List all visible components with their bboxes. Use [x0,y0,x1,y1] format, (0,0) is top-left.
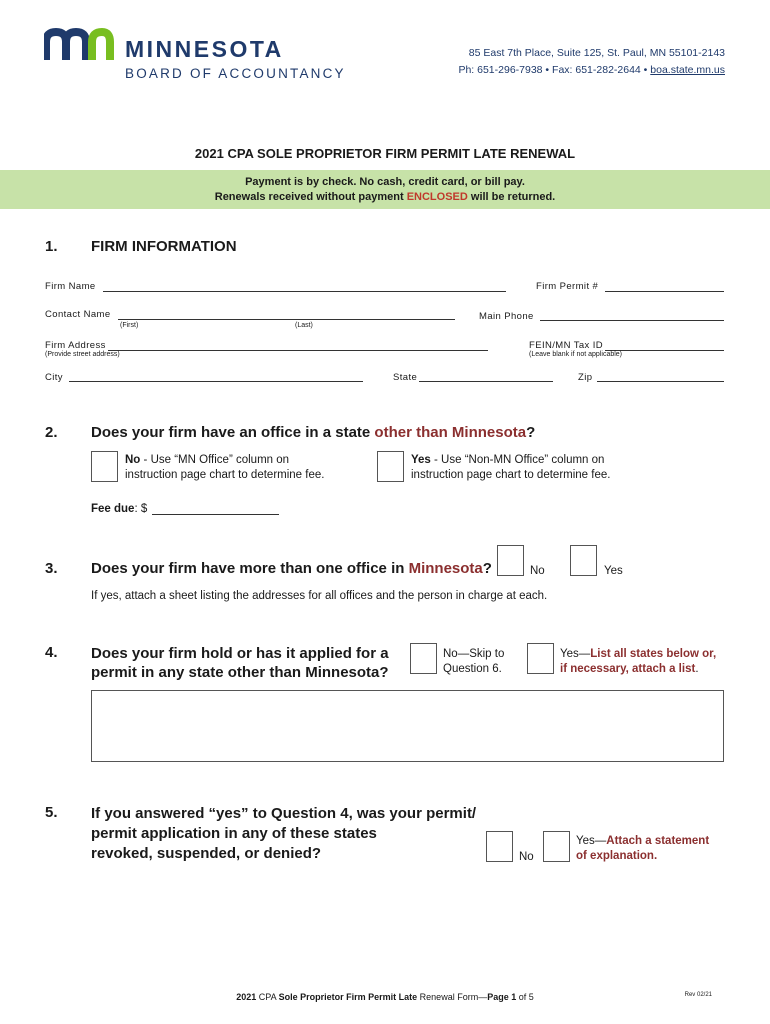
fein-field[interactable] [605,350,724,351]
org-subtitle: BOARD OF ACCOUNTANCY [125,66,346,81]
firm-permit-label: Firm Permit # [536,281,599,292]
city-field[interactable] [69,381,363,382]
org-name: MINNESOTA [125,36,284,62]
q4-no-option: No—Skip to Question 6. [443,648,505,675]
q2-yes-option: Yes - Use “Non-MN Office” column on instruction page chart to determine fee. [411,454,611,481]
page-footer: 2021 CPA Sole Proprietor Firm Permit Late Renewal Form—Page 1 of 5 [236,992,534,1002]
section-title-2: Does your firm have an office in a state other than Minnesota? [91,424,536,441]
contact-name-label: Contact Name [45,309,111,320]
section-title-5: If you answered “yes” to Question 4, was your permit/ permit application in any of these states revoked, suspended, or denied? [91,805,477,862]
website-link[interactable]: boa.state.mn.us [650,64,725,76]
contact-block [458,45,725,79]
contact-name-field[interactable] [118,319,455,320]
fein-hint: (Leave blank if not applicable) [529,351,623,358]
section-title-1: FIRM INFORMATION [91,238,237,255]
fee-due-field[interactable] [152,514,279,515]
zip-label: Zip [578,372,593,383]
q2-no-checkbox[interactable] [91,451,118,482]
q5-yes-checkbox[interactable] [543,831,570,862]
firm-name-label: Firm Name [45,281,96,292]
q3-no-label: No [530,565,545,577]
q2-yes-checkbox[interactable] [377,451,404,482]
minnesota-logo-icon [44,28,114,62]
section-number-3: 3. [45,560,58,577]
phone-fax: Ph: 651-296-7938 • Fax: 651-282-2644 • [458,64,651,76]
revision-date: Rev 02/21 [684,992,712,998]
q3-yes-checkbox[interactable] [570,545,597,576]
firm-address-field[interactable] [108,350,488,351]
states-list-textarea[interactable] [91,690,724,762]
section-number-4: 4. [45,644,58,661]
state-label: State [393,372,418,383]
section-number-2: 2. [45,424,58,441]
section-title-4: Does your firm hold or has it applied for a permit in any state other than Minnesota? [91,645,389,681]
payment-banner-text: Payment is by check. No cash, credit card, or bill pay. Renewals received without payment ENCLOSED will be returned. [214,176,556,203]
firm-address-label: Firm Address [45,340,106,351]
q3-yes-label: Yes [604,565,623,577]
fee-due-label: Fee due: $ [91,503,148,515]
q4-no-checkbox[interactable] [410,643,437,674]
q5-yes-option: Yes—Attach a statement of explanation. [576,835,710,862]
address: 85 East 7th Place, Suite 125, St. Paul, MN 55101-2143 [468,47,725,59]
firm-name-field[interactable] [103,291,506,292]
city-label: City [45,372,63,383]
zip-field[interactable] [597,381,724,382]
q3-no-checkbox[interactable] [497,545,524,576]
first-hint: (First) [120,322,139,329]
section-number-5: 5. [45,804,58,821]
enclosed-highlight: ENCLOSED [406,191,468,203]
last-hint: (Last) [295,322,313,329]
main-phone-field[interactable] [540,320,724,321]
q5-no-checkbox[interactable] [486,831,513,862]
q4-yes-option: Yes—List all states below or, if necessary, attach a list. [560,648,717,675]
q4-yes-checkbox[interactable] [527,643,554,674]
q3-note: If yes, attach a sheet listing the addresses for all offices and the person in charge at each. [91,590,548,602]
section-title-3: Does your firm have more than one office in Minnesota? [91,560,492,577]
main-phone-label: Main Phone [479,311,534,322]
form-title: 2021 CPA SOLE PROPRIETOR FIRM PERMIT LATE RENEWAL [194,146,576,161]
section-number-1: 1. [45,238,58,255]
state-field[interactable] [419,381,553,382]
q5-no-label: No [519,851,534,863]
firm-permit-field[interactable] [605,291,724,292]
street-hint: (Provide street address) [45,351,120,358]
q2-no-option: No - Use “MN Office” column on instruction page chart to determine fee. [125,454,325,481]
fein-label: FEIN/MN Tax ID [529,340,604,351]
